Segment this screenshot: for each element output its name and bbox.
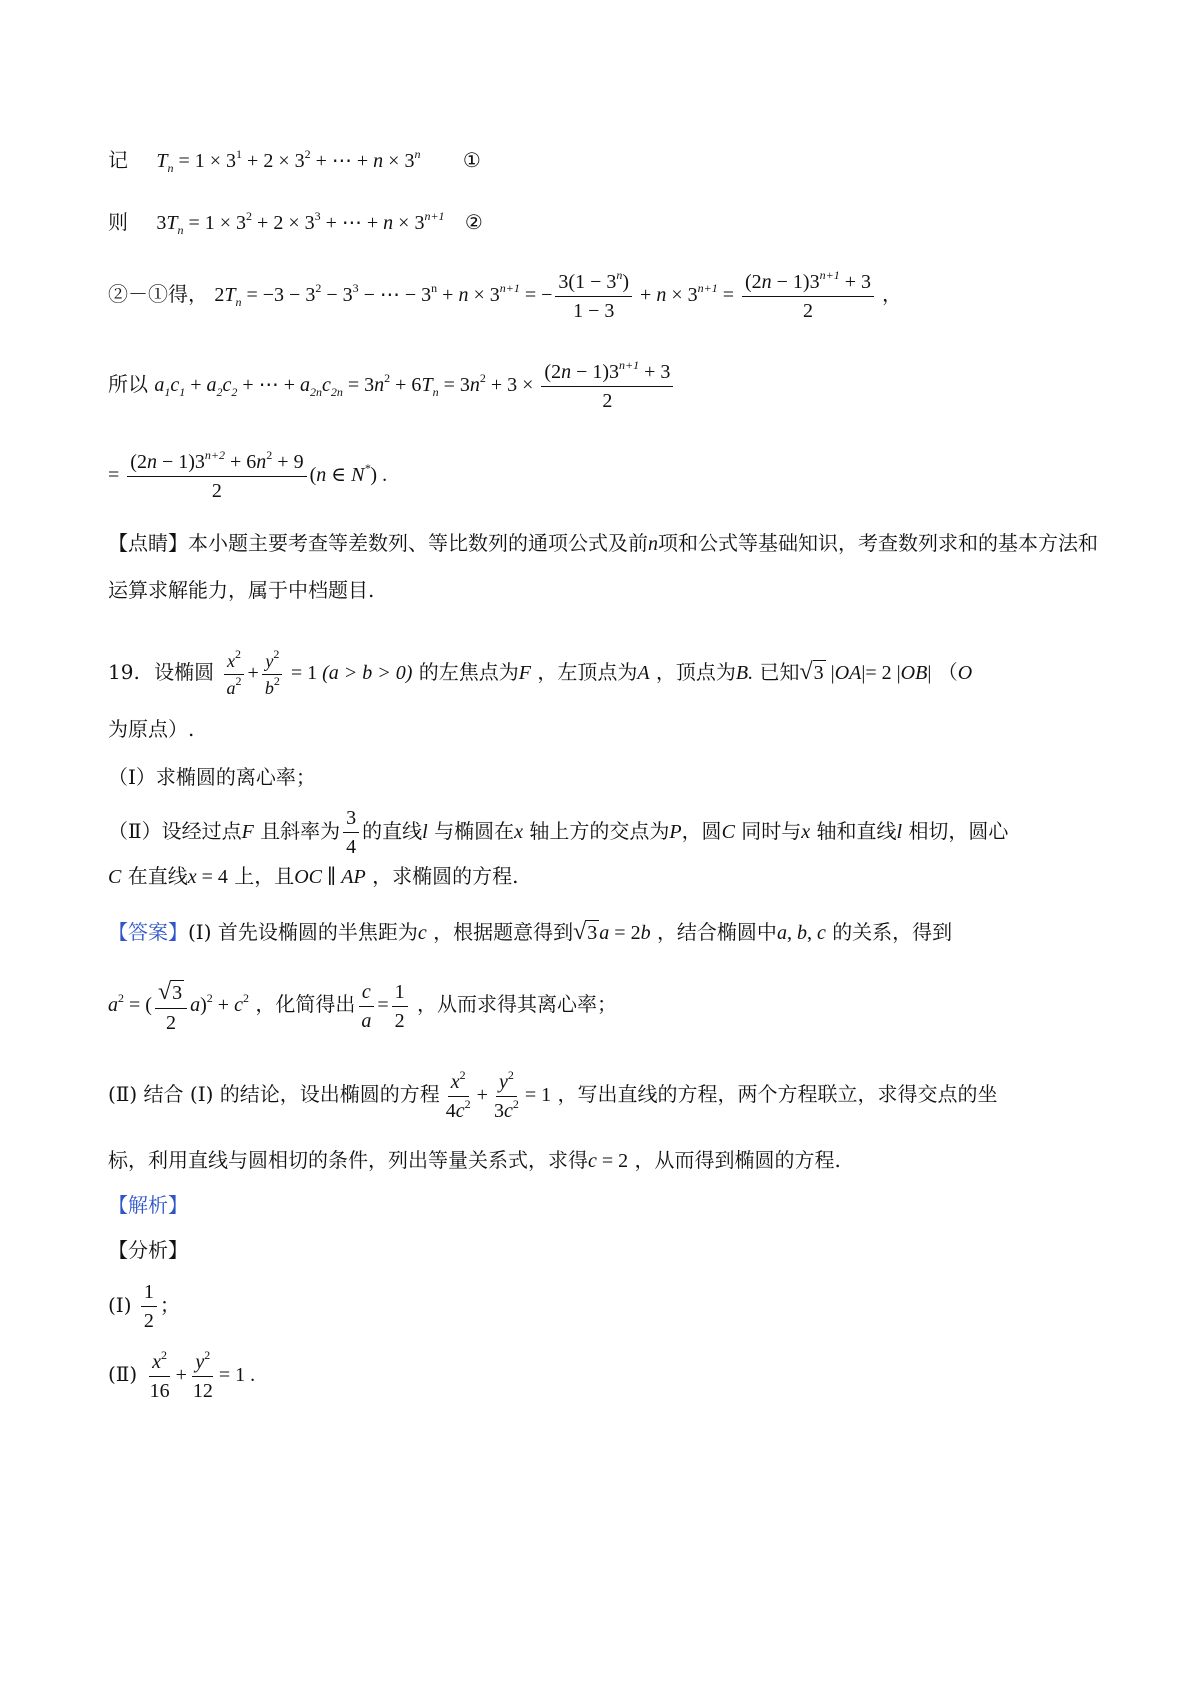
part-2-text-c: 的直线	[362, 819, 423, 843]
focus-f: F	[518, 662, 531, 685]
answer-text-2: ，根据题意得到	[433, 920, 574, 944]
dianjing-label: 【点睛】	[108, 531, 188, 555]
center-c: C	[108, 866, 122, 888]
three-tn-line	[108, 209, 483, 237]
answer-text-1: (Ⅰ) 首先设椭圆的半焦距为	[188, 920, 418, 944]
tn-definition-line	[108, 147, 481, 175]
subtraction-line	[108, 268, 902, 322]
point-f: F	[241, 821, 254, 843]
label-suoyi: 所以	[108, 372, 148, 397]
question-19-line-2	[108, 706, 1098, 752]
part-2-text-e: 轴上方的交点为	[529, 819, 670, 843]
sum-result-line	[108, 358, 676, 412]
result-1-value: $\frac{1}{2}$	[141, 1282, 157, 1331]
origin-o: O	[957, 662, 973, 685]
part-2-text-l: ，求椭圆的方程.	[372, 864, 519, 888]
q19-text-7: 为原点）.	[108, 717, 195, 741]
point-p: P	[669, 821, 682, 843]
eccentricity-equation: $a^2$ = ( $\frac{√3}{2}$ $a)^2 + c^2$	[108, 979, 249, 1034]
final-result-line	[108, 448, 388, 502]
answer-text-b2: ，写出直线的方程，两个方程联立，求得交点的坐	[557, 1082, 998, 1107]
q19-text-2: 的左焦点为	[418, 660, 519, 685]
part-2-text-b: 且斜率为	[260, 819, 341, 843]
answer-label: 【答案】	[108, 920, 188, 944]
parallel-relation: OC ∥ AP	[294, 866, 366, 888]
dianjing-paragraph	[108, 520, 1098, 613]
equation-marker-2: ②	[464, 210, 483, 234]
part-2-text-k: 上，且	[234, 864, 295, 888]
answer-text-b3: 标，利用直线与圆相切的条件，列出等量关系式，求得	[108, 1148, 588, 1172]
subtraction-formula: $2T_n = -3 - 3^2 - 3^3$ − ⋯ − $3^n + n \times 3^{n+1}$ = − $\frac{3(1 - 3^n)}{1 - 3}$ + $n \times 3^{n+1}$ = $\frac{(2n - 1)3^{n+1} + 3}{2}$ ，	[214, 268, 902, 322]
sum-result-formula: $a_1c_1 + a_2c_2$ + ⋯ + $a_{2n}c_{2n} = 3n^2 + 6T_n = 3n^2 + 3$ × $\frac{(2n - 1)3^{n+1} + 3}{2}$	[154, 374, 676, 396]
part-2-text-d: 与椭圆在	[434, 819, 515, 843]
q19-text-4: ，顶点为	[655, 660, 736, 685]
q19-text-6: （	[937, 660, 958, 685]
part-1-text: （Ⅰ）求椭圆的离心率；	[108, 765, 316, 789]
result-2-value: $\frac{x^2}{16}$ + $\frac{y^2}{12}$ = 1 .	[149, 1348, 256, 1402]
ellipse-equation: $\frac{x^2}{a^2}$ + $\frac{y^2}{b^2}$ = 1	[221, 662, 323, 684]
ellipse-equation-c: $\frac{x^2}{4c^2}$ + $\frac{y^2}{3c^2}$ = 1	[445, 1068, 552, 1122]
answer-text-b1: (Ⅱ) 结合 (Ⅰ) 的结论，设出椭圆的方程	[108, 1082, 440, 1107]
vars-abc: a, b, c	[776, 922, 826, 944]
answer-text-b4: ，从而得到椭圆的方程.	[634, 1148, 841, 1172]
result-part-1: (Ⅰ) $\frac{1}{2}$ ；	[108, 1281, 180, 1332]
final-result-formula: = $\frac{(2n - 1)3^{n+2} + 6n^2 + 9}{2}$ (n ∈ N*) .	[108, 448, 388, 502]
part-2-text-f: ，圆	[681, 819, 722, 843]
answer-text-4: 的关系，得到	[832, 920, 953, 944]
dianjing-text-1: 本小题主要考查等差数列、等比数列的通项公式及前	[188, 531, 648, 555]
label-ze: 则	[108, 210, 128, 234]
answer-text-6: ，从而求得其离心率；	[416, 992, 617, 1017]
question-number: 19.	[108, 660, 140, 685]
label-ji: 记	[108, 148, 128, 172]
x-axis-2: x	[801, 821, 811, 843]
slope-fraction: $\frac{3}{4}$	[343, 808, 359, 857]
circle-c: C	[721, 821, 735, 843]
part-2-text-i: 相切，圆心	[908, 819, 1009, 843]
answer-line-3	[108, 1068, 998, 1122]
answer-line-4	[108, 1150, 841, 1171]
question-19-part-2	[108, 808, 1008, 857]
part-2-text-g: 同时与	[741, 819, 802, 843]
fenxi-label: 【分析】	[108, 1238, 188, 1262]
jiexi-label: 【解析】	[108, 1193, 188, 1217]
part-2-text-h: 轴和直线	[816, 819, 897, 843]
answer-line-1	[108, 920, 952, 944]
c-equals-2: c = 2	[588, 1150, 629, 1172]
question-19-part-2-cont	[108, 866, 518, 887]
result-part-2	[108, 1348, 256, 1402]
dianjing-text-2: 项和公式等基础知识，考查数列求和的基本方法和运算求解能力，属于中档题目.	[108, 531, 1098, 602]
three-tn-formula: $3T_n = 1 \times 3^2 + 2 \times 3^3$ + ⋯ + $n \times 3^{n+1}$	[156, 209, 445, 237]
dianjing-var-n: n	[648, 533, 658, 555]
line-x-4: x = 4	[187, 866, 228, 888]
vertex-a: A	[637, 662, 650, 685]
part-2-text-j: 在直线	[127, 864, 188, 888]
tn-sum-formula: $T_n = 1 \times 3^1 + 2 \times 3^2$ + ⋯ + $n \times 3^n$	[156, 147, 421, 175]
answer-text-5: ，化简得出	[255, 992, 356, 1017]
q19-text-1: 设椭圆	[154, 660, 215, 685]
result-2-label: (Ⅱ)	[108, 1362, 138, 1387]
vertex-b: B.	[735, 662, 754, 685]
question-19-line-1	[108, 647, 973, 698]
line-l: l	[422, 821, 428, 843]
given-relation: √3 |OA|= 2 |OB|	[799, 659, 932, 686]
question-19-part-1	[108, 767, 316, 787]
c-over-a: $\frac{c}{a}$ = $\frac{1}{2}$	[355, 994, 410, 1016]
ellipse-condition: (a > b > 0)	[322, 662, 413, 685]
relation-sqrt3a-2b: √3 a = 2b	[573, 919, 651, 945]
answer-line-2	[108, 980, 617, 1033]
q19-text-5: 已知	[759, 660, 800, 685]
q19-text-3: ，左顶点为	[537, 660, 638, 685]
line-l-2: l	[896, 821, 903, 843]
part-2-text-a: （Ⅱ）设经过点	[108, 819, 242, 843]
result-1-label: (Ⅰ)	[108, 1293, 132, 1317]
var-c: c	[417, 922, 427, 944]
equation-marker-1: ①	[462, 148, 481, 172]
subtraction-label: ②－①得，	[108, 282, 208, 307]
answer-text-3: ，结合椭圆中	[656, 920, 777, 944]
x-axis: x	[514, 821, 523, 843]
